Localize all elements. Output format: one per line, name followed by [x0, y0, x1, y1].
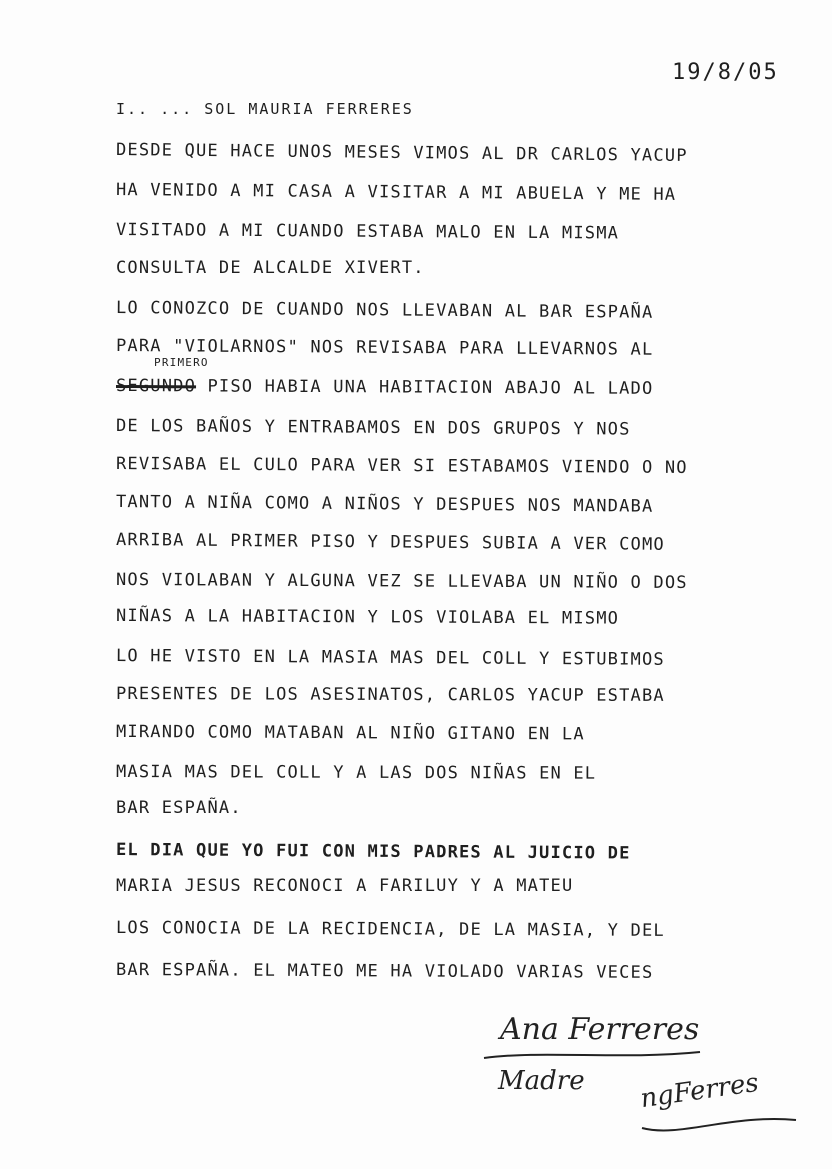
- signature-underline-icon: [482, 1048, 702, 1062]
- signature-ana-ferreres: Ana Ferreres: [500, 1012, 700, 1047]
- letter-line: TANTO A NIÑA COMO A NIÑOS Y DESPUES NOS MANDABA: [115, 492, 654, 517]
- letter-line: PRESENTES DE LOS ASESINATOS, CARLOS YACUP ESTABA: [115, 684, 665, 706]
- letter-line: LO CONOZCO DE CUANDO NOS LLEVABAN AL BAR ESPAÑA: [115, 298, 654, 323]
- letter-line: DE LOS BAÑOS Y ENTRABAMOS EN DOS GRUPOS Y NOS: [115, 416, 631, 440]
- letter-line: DESDE QUE HACE UNOS MESES VIMOS AL DR CARLOS YACUP: [115, 140, 688, 166]
- letter-date: 19/8/05: [672, 60, 779, 85]
- letter-line: CONSULTA DE ALCALDE XIVERT.: [116, 258, 425, 278]
- letter-line: EL DIA QUE YO FUI CON MIS PADRES AL JUICIO DE: [115, 840, 631, 864]
- signature-initials: ngFerres: [638, 1067, 761, 1115]
- letter-line: VISITADO A MI CUANDO ESTABA MALO EN LA MISMA: [115, 220, 620, 244]
- signature-scribble-icon: [640, 1110, 800, 1140]
- letter-line: SEGUNDO PISO HABIA UNA HABITACION ABAJO AL LADO: [115, 376, 654, 399]
- letter-line-correction: PRIMERO: [154, 356, 209, 369]
- letter-line: LO HE VISTO EN LA MASIA MAS DEL COLL Y ESTUBIMOS: [115, 646, 665, 670]
- letter-line: REVISABA EL CULO PARA VER SI ESTABAMOS VIENDO O NO: [115, 454, 688, 478]
- letter-line: BAR ESPAÑA.: [116, 798, 242, 818]
- letter-line: I.. ... SOL MAURIA FERRERES: [116, 100, 414, 118]
- letter-line: LOS CONOCIA DE LA RECIDENCIA, DE LA MASIA, Y DEL: [115, 918, 665, 941]
- letter-line: MASIA MAS DEL COLL Y A LAS DOS NIÑAS EN EL: [115, 762, 597, 784]
- letter-line: MARIA JESUS RECONOCI A FARILUY Y A MATEU: [116, 876, 574, 896]
- letter-line: MIRANDO COMO MATABAN AL NIÑO GITANO EN LA: [115, 722, 585, 745]
- struck-word: SEGUNDO: [115, 376, 197, 397]
- letter-line: PARA "VIOLARNOS" NOS REVISABA PARA LLEVARNOS AL: [115, 336, 654, 360]
- signature-role-madre: Madre: [498, 1066, 585, 1096]
- letter-line: ARRIBA AL PRIMER PISO Y DESPUES SUBIA A VER COMO: [115, 530, 665, 555]
- letter-line: NOS VIOLABAN Y ALGUNA VEZ SE LLEVABA UN NIÑO O DOS: [115, 570, 688, 593]
- letter-line: HA VENIDO A MI CASA A VISITAR A MI ABUELA Y ME HA: [115, 180, 677, 205]
- letter-line: BAR ESPAÑA. EL MATEO ME HA VIOLADO VARIAS VECES: [115, 960, 654, 983]
- letter-line: NIÑAS A LA HABITACION Y LOS VIOLABA EL MISMO: [115, 606, 620, 629]
